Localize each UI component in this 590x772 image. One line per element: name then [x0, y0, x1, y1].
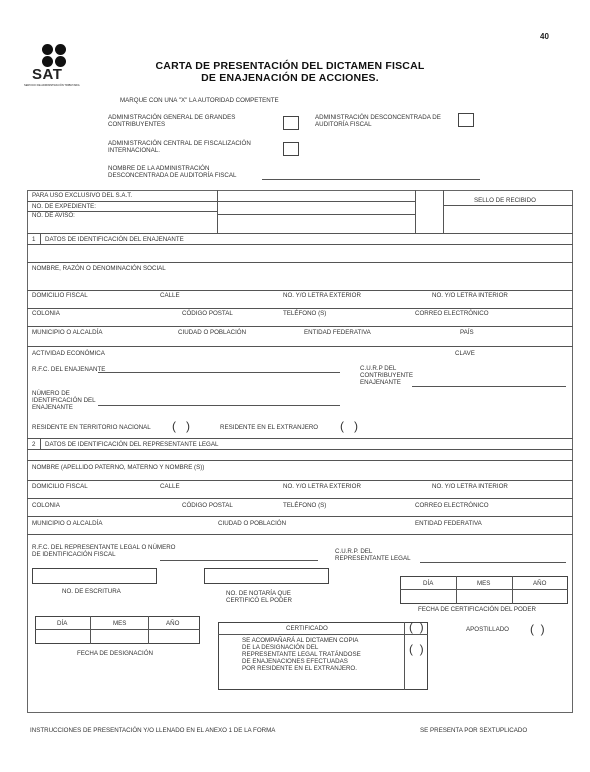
s2-noext-label: NO. Y/O LETRA EXTERIOR: [283, 483, 361, 490]
s2-certificado-check[interactable]: ( ): [409, 620, 424, 634]
footer-instrucciones: INSTRUCCIONES DE PRESENTACIÓN Y/O LLENADO EN EL ANEXO 1 DE LA FORMA: [30, 727, 276, 734]
sat-exclusive-label: PARA USO EXCLUSIVO DEL S.A.T.: [32, 192, 133, 199]
s2-correo-label: CORREO ELECTRÓNICO: [415, 502, 489, 509]
form-title-line1: CARTA DE PRESENTACIÓN DEL DICTAMEN FISCAL: [155, 60, 425, 72]
s1-residente-nac-label: RESIDENTE EN TERRITORIO NACIONAL: [32, 424, 151, 431]
s2-desig-dia: DÍA: [57, 620, 68, 627]
s1-telefono-label: TELÉFONO (S): [283, 310, 327, 317]
s2-notaria-field[interactable]: [204, 568, 329, 584]
s1-curp-line[interactable]: [412, 386, 566, 387]
s2-notaria-label: NO. DE NOTARÍA QUE CERTIFICÓ EL PODER: [226, 590, 293, 604]
s1-residente-ext-check[interactable]: ( ): [340, 419, 358, 433]
s1-correo-label: CORREO ELECTRÓNICO: [415, 310, 489, 317]
aviso-label: NO. DE AVISO:: [32, 212, 75, 219]
s2-calle-label: CALLE: [160, 483, 180, 490]
authority-internacional-label: ADMINISTRACIÓN CENTRAL DE FISCALIZACIÓN INTERNACIONAL.: [108, 140, 251, 154]
s1-numid-line[interactable]: [98, 405, 340, 406]
s1-municipio-label: MUNICIPIO O ALCALDÍA: [32, 329, 103, 336]
s1-noint-label: NO. Y/O LETRA INTERIOR: [432, 292, 508, 299]
s2-rfc-line[interactable]: [160, 560, 318, 561]
s2-fecha-cert-label: FECHA DE CERTIFICACIÓN DEL PODER: [418, 606, 536, 613]
s2-ciudad-label: CIUDAD O POBLACIÓN: [218, 520, 287, 527]
s1-numid-label: NÚMERO DE IDENTIFICACIÓN DEL ENAJENANTE: [32, 390, 96, 411]
s2-noint-label: NO. Y/O LETRA INTERIOR: [432, 483, 508, 490]
s2-curp-line[interactable]: [420, 562, 566, 563]
s1-noext-label: NO. Y/O LETRA EXTERIOR: [283, 292, 361, 299]
s1-residente-nac-check[interactable]: ( ): [172, 419, 190, 433]
s2-cert-dia: DÍA: [423, 580, 434, 587]
section2-title: DATOS DE IDENTIFICACIÓN DEL REPRESENTANTE LEGAL: [45, 441, 219, 448]
page-number: 40: [540, 32, 549, 41]
s1-curp-label: C.U.R.P DEL CONTRIBUYENTE ENAJENANTE: [360, 365, 413, 386]
s2-entidad-label: ENTIDAD FEDERATIVA: [415, 520, 482, 527]
s2-desig-anio: AÑO: [166, 620, 180, 627]
s2-fecha-desig-label: FECHA DE DESIGNACIÓN: [77, 650, 153, 657]
s1-actividad-label: ACTIVIDAD ECONÓMICA: [32, 350, 105, 357]
s2-escritura-field[interactable]: [32, 568, 157, 584]
s2-apostillado-check[interactable]: ( ): [530, 622, 545, 636]
logo-subtext: SERVICIO DE ADMINISTRACIÓN TRIBUTARIA: [24, 84, 80, 87]
s2-escritura-label: NO. DE ESCRITURA: [62, 588, 121, 595]
authority-internacional-checkbox[interactable]: [283, 142, 299, 156]
s1-colonia-label: COLONIA: [32, 310, 60, 317]
s1-residente-ext-label: RESIDENTE EN EL EXTRANJERO: [220, 424, 319, 431]
s2-certificado-label: CERTIFICADO: [286, 625, 328, 632]
section1-number: 1: [32, 236, 36, 243]
authority-grandes-checkbox[interactable]: [283, 116, 299, 130]
authority-grandes-label: ADMINISTRACIÓN GENERAL DE GRANDES CONTRIBUYENTES: [108, 114, 236, 128]
s1-pais-label: PAÍS: [460, 329, 474, 336]
s1-nombre-label: NOMBRE, RAZÓN O DENOMINACIÓN SOCIAL: [32, 265, 166, 272]
logo-text: SAT: [32, 66, 63, 83]
authority-nombre-label: NOMBRE DE LA ADMINISTRACIÓN DESCONCENTRADA DE AUDITORÍA FISCAL: [108, 165, 237, 179]
s2-curp-label: C.U.R.P. DEL REPRESENTANTE LEGAL: [335, 548, 411, 562]
s1-clave-label: CLAVE: [455, 350, 475, 357]
s2-telefono-label: TELÉFONO (S): [283, 502, 327, 509]
s1-ciudad-label: CIUDAD O POBLACIÓN: [178, 329, 247, 336]
section1-title: DATOS DE IDENTIFICACIÓN DEL ENAJENANTE: [45, 236, 184, 243]
s1-entidad-label: ENTIDAD FEDERATIVA: [304, 329, 371, 336]
s2-cert-mes: MES: [477, 580, 491, 587]
sello-label: SELLO DE RECIBIDO: [474, 197, 536, 204]
s1-domicilio-label: DOMICILIO FISCAL: [32, 292, 88, 299]
s2-apostillado-label: APOSTILLADO: [466, 626, 509, 633]
sat-logo: [24, 44, 98, 88]
s1-cp-label: CÓDIGO POSTAL: [182, 310, 233, 317]
expediente-label: NO. DE EXPEDIENTE:: [32, 203, 96, 210]
s1-calle-label: CALLE: [160, 292, 180, 299]
authority-instruction: MARQUE CON UNA "X" LA AUTORIDAD COMPETENTE: [120, 97, 279, 104]
s2-rfc-label: R.F.C. DEL REPRESENTANTE LEGAL O NÚMERO DE IDENTIFICACIÓN FISCAL: [32, 544, 176, 558]
s2-cp-label: CÓDIGO POSTAL: [182, 502, 233, 509]
s2-cert-anio: AÑO: [533, 580, 547, 587]
s2-colonia-label: COLONIA: [32, 502, 60, 509]
form-title-line2: DE ENAJENACIÓN DE ACCIONES.: [201, 72, 379, 84]
s2-municipio-label: MUNICIPIO O ALCALDÍA: [32, 520, 103, 527]
footer-sextuplicado: SE PRESENTA POR SEXTUPLICADO: [420, 727, 528, 734]
authority-desconcentrada-checkbox[interactable]: [458, 113, 474, 127]
s1-rfc-line[interactable]: [98, 372, 340, 373]
s2-nombre-label: NOMBRE (APELLIDO PATERNO, MATERNO Y NOMBRE (S)): [32, 464, 205, 471]
authority-desconcentrada-label: ADMINISTRACIÓN DESCONCENTRADA DE AUDITORÍA FISCAL: [315, 114, 441, 128]
s2-acompanara-label: SE ACOMPAÑARÁ AL DICTAMEN COPIA DE LA DESIGNACIÓN DEL REPRESENTANTE LEGAL TRATÁNDOSE DE ENAJENACIONES EFECTUADAS POR RESIDENTE EN EL EXTRANJERO.: [242, 637, 361, 672]
s1-rfc-label: R.F.C. DEL ENAJENANTE: [32, 366, 106, 373]
s2-acompanara-check[interactable]: ( ): [409, 642, 424, 656]
section2-number: 2: [32, 441, 36, 448]
authority-nombre-line[interactable]: [262, 179, 480, 180]
s2-domicilio-label: DOMICILIO FISCAL: [32, 483, 88, 490]
s2-desig-mes: MES: [113, 620, 127, 627]
